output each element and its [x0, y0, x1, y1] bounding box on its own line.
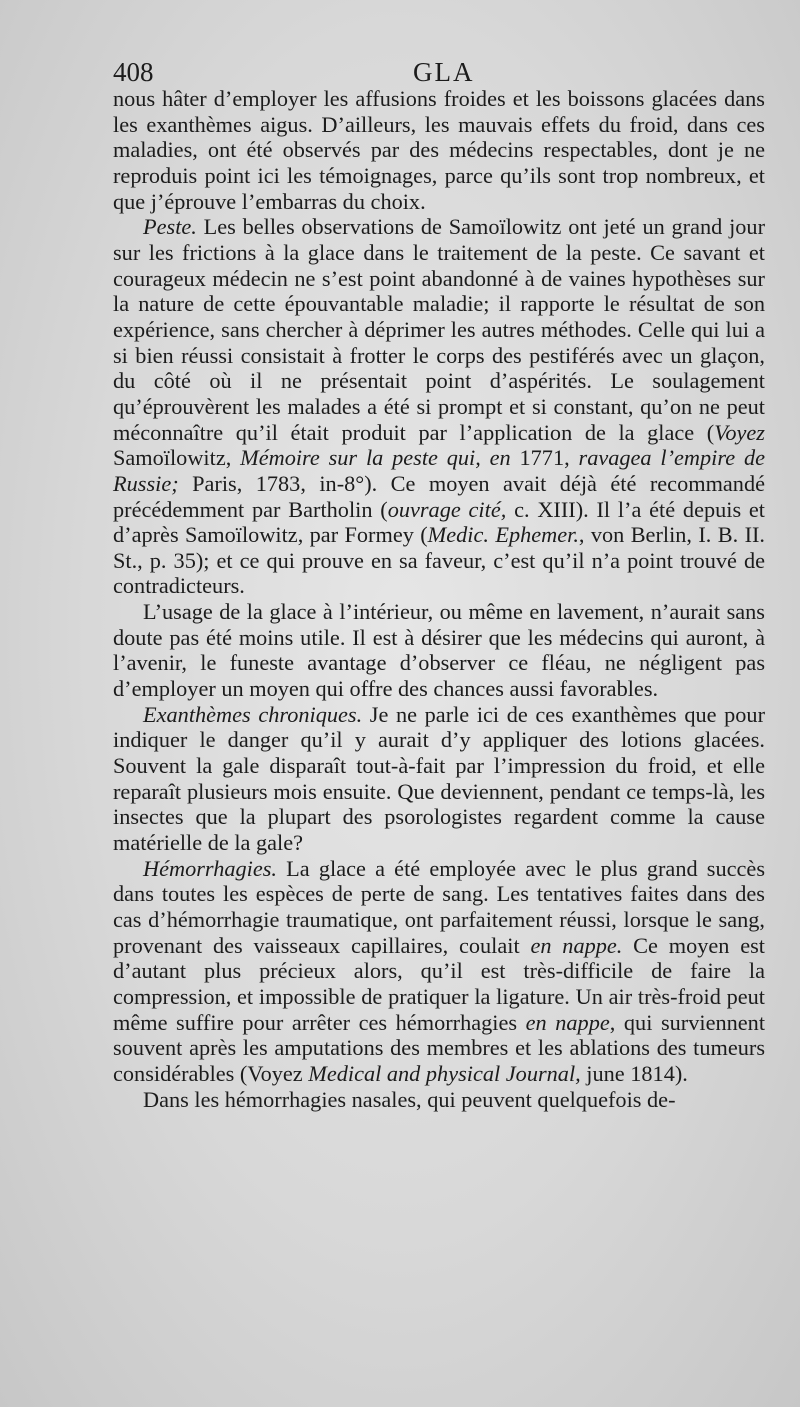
italic-run: ravagea l’empire de Russie; [113, 445, 765, 496]
text-run: june 1814). [580, 1060, 688, 1086]
text-run: Ce moyen est d’autant plus précieux alors, qu’il est très-difficile de faire la compression, et impossible de pratiquer la ligature. Un air très-froid peut même suffire pour arrêter ces hémorrhagies [113, 932, 766, 1035]
running-head: GLA [413, 57, 475, 87]
text-run: Samoïlowitz, [113, 445, 241, 471]
text-run: Paris, 1783, in-8°). Ce moyen avait déjà été recommandé précédemment par Bartholin ( [113, 470, 765, 522]
italic-run: Exanthèmes chroniques. [143, 701, 363, 727]
paragraph [113, 86, 765, 214]
italic-run: en nappe [525, 1009, 610, 1035]
paragraph [113, 1087, 765, 1113]
text-run: , von Berlin, I. B. II. St., p. 35); et ce qui prouve en sa faveur, c’est qu’il n’a point trouvé de contradicteurs. [113, 522, 765, 599]
italic-run: Peste. [143, 214, 197, 240]
text-run: Dans les hémorrhagies nasales, qui peuvent quelquefois de- [143, 1086, 676, 1112]
italic-run: Medic. Ephemer. [427, 522, 579, 548]
text-run: La glace a été employée avec le plus grand succès dans toutes les espèces de perte de sang. Les tentatives faites dans des cas d’hémorrhagie traumatique, ont parfaitement réussi, lorsque le sang, provenant des vaisseaux capillaires, coulait [113, 855, 765, 958]
italic-run: en nappe. [530, 932, 623, 958]
text-run: Je ne parle ici de ces exanthèmes que pour indiquer le danger qu’il y aurait d’y appliquer des lotions glacées. Souvent la gale disparaît tout-à-fait par l’impression du froid, et elle reparaît plusieurs mois ensuite. Que deviennent, pendant ce temps-là, les insectes que la plupart des psorologistes regardent comme la cause matérielle de la gale? [113, 701, 765, 856]
italic-run: Voyez [714, 419, 765, 445]
text-run: L’usage de la glace à l’intérieur, ou même en lavement, n’aurait sans doute pas été moins utile. Il est à désirer que les médecins qui auront, à l’avenir, le funeste avantage d’observer ce fléau, ne négligent pas d’employer un moyen qui offre des chances aussi favorables. [113, 599, 765, 702]
page-number: 408 [113, 57, 154, 87]
paragraph [113, 856, 765, 1087]
text-run: c. XIII). Il l’a été depuis et d’après Samoïlowitz, par Formey ( [113, 496, 766, 548]
italic-run: Hémorrhagies. [143, 855, 277, 881]
italic-run: Medical and physical Journal, [308, 1060, 581, 1086]
paragraph [113, 214, 765, 599]
italic-run: Mémoire sur la peste qui, en [240, 445, 511, 471]
text-run: 1771, [510, 445, 579, 471]
text-run: Les belles observations de Samoïlowitz ont jeté un grand jour sur les frictions à la glace dans le traitement de la peste. Ce savant et courageux médecin ne s’est point abandonné à de vaines hypothèses sur la nature de cette épouvantable maladie; il rapporte le résultat de son expérience, sans chercher à déprimer les autres méthodes. Celle qui lui a si bien réussi consistait à frotter le corps des pestiférés avec un glaçon, du côté où il ne présentait point d’aspérités. Le soulagement qu’éprouvèrent les malades a été si prompt et si constant, qu’on ne peut méconnaître qu’il était produit par l’application de la glace ( [113, 214, 765, 445]
text-run: nous hâter d’employer les affusions froides et les boissons glacées dans les exanthèmes aigus. D’ailleurs, les mauvais effets du froid, dans ces maladies, ont été observés par des médecins respectables, dont je ne reproduis point ici les témoignages, parce qu’ils sont trop nombreux, et que j’éprouve l’embarras du choix. [113, 86, 765, 214]
paragraph [113, 702, 765, 856]
italic-run: ouvrage cité, [387, 496, 507, 522]
body-text [113, 86, 765, 1112]
text-run: , qui surviennent souvent après les amputations des membres et les ablations des tumeurs considérables (Voyez [113, 1009, 766, 1086]
paragraph [113, 599, 765, 702]
